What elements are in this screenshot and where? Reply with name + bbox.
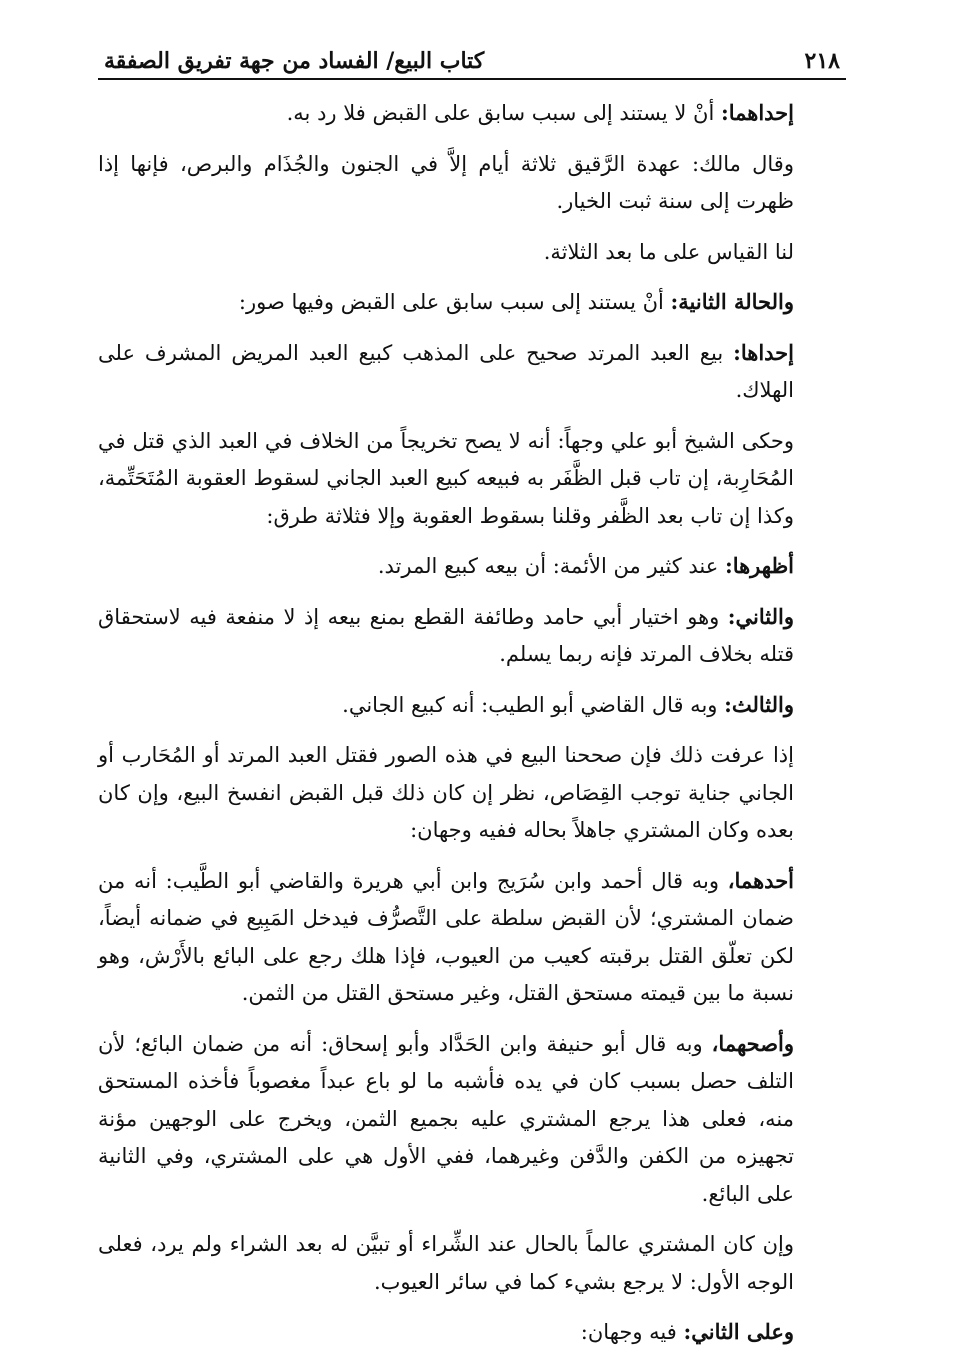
paragraph-text: بيع العبد المرتد صحيح على المذهب كبيع العبد المريض المشرف على الهلاك. (98, 340, 794, 402)
paragraph-text: وهو اختيار أبي حامد وطائفة القطع بمنع بيعه إذ لا منفعة فيه لاستحقاق قتله بخلاف المرتد فإنه ربما يسلم. (98, 604, 794, 666)
paragraph (98, 598, 846, 674)
paragraph (98, 547, 846, 586)
paragraph-text: أنْ يستند إلى سبب سابق على القبض وفيها صور: (238, 290, 671, 314)
paragraph-lead: أظهرها: (724, 553, 794, 578)
paragraph-text: وبه قال أحمد وابن سُرَيج وابن أبي هريرة والقاضي أبو الطَّيب: أنه من ضمان المشتري؛ لأن القبض سلطة على التَّصرُّف فيدخل المَبِيع في ضمانه أيضاً، لكن تعلّق القتل برقبته كعيب من العيوب، فإذا هلك رجع على البائع بالأَرْش، وهو نسبة ما بين قيمته مستحق القتل، وغير مستحق القتل من الثمن. (98, 868, 794, 1005)
paragraph-text: وقال مالك: عهدة الرَّقيق ثلاثة أيام إلاَّ في الجنون والجُذَام والبرص، فإنها إذا ظهرت إلى سنة ثبت الخيار. (98, 151, 794, 213)
header-rule (98, 78, 846, 80)
page-number: ٢١٨ (804, 48, 840, 74)
page-header (98, 38, 846, 74)
paragraph-text: وبه قال أبو حنيفة وابن الحَدَّاد وأبو إسحاق: أنه من ضمان البائع؛ لأن التلف حصل بسبب كان في يده فأشبه ما لو باع عبداً مغصوباً فأخذه المستحق منه، فعلى هذا يرجع المشتري عليه بجميع الثمن، ويخرج على الوجهين مؤنة تجهيزه من الكفن والدَّفن وغيرهما، ففي الأول هي على المشتري، وفي الثانية على البائع. (98, 1031, 794, 1206)
paragraph (98, 1313, 846, 1352)
paragraph-lead: إحداها: (733, 339, 794, 365)
paragraph (98, 145, 846, 221)
paragraph-text: وإن كان المشتري عالماً بالحال عند الشِّراء أو تبيَّن له بعد الشراء ولم يرد، فعلى الوجه الأول: لا يرجع بشيء كما في سائر العيوب. (98, 1232, 794, 1294)
paragraph (98, 736, 846, 850)
paragraph-text: وبه قال القاضي أبو الطيب: أنه كبيع الجاني. (342, 692, 725, 717)
paragraph (98, 1025, 846, 1214)
paragraph-lead: والحالة الثانية: (670, 289, 794, 314)
paragraph-lead: وعلى الثاني: (683, 1319, 794, 1344)
paragraph-text: وحكى الشيخ أبو علي وجهاً: أنه لا يصح تخريجاً من الخلاف في العبد الذي قتل في المُحَارِبة، إن تاب قبل الظَّفَر به فبيعه كبيع العبد الجاني لسقوط العقوبة المُتَحَتِّمة، وكذا إن تاب بعد الظَّفر وقلنا بسقوط العقوبة وإلا فثلاثة طرق: (98, 428, 794, 528)
paragraph (98, 862, 846, 1013)
paragraph-text: لنا القياس على ما بعد الثلاثة. (543, 239, 794, 264)
paragraph-text: إذا عرفت ذلك فإن صححنا البيع في هذه الصور فقتل العبد المرتد أو المُحَارب أو الجاني جناية توجب القِصَاص، نظر إن كان ذلك قبل القبض انفسخ البيع، وإن كان بعده وكان المشتري جاهلاً بحاله ففيه وجهان: (98, 743, 794, 842)
running-title: كتاب البيع/ الفساد من جهة تفريق الصفقة (104, 48, 485, 74)
paragraph (98, 283, 846, 322)
paragraph-lead: أحدهما، (727, 867, 795, 893)
paragraph (98, 94, 846, 133)
paragraph (98, 1225, 846, 1301)
paragraph (98, 422, 846, 536)
paragraph-lead: والثالث: (724, 691, 794, 717)
paragraph (98, 233, 846, 272)
paragraph-text: أنْ لا يستند إلى سبب سابق على القبض فلا رد به. (286, 101, 721, 125)
paragraph-lead: إحداهما: (720, 100, 794, 125)
paragraph-text: عند كثير من الأئمة: أن بيعه كبيع المرتد. (377, 554, 725, 578)
paragraph-lead: وأصحهما، (711, 1030, 794, 1056)
document-page (98, 38, 846, 1364)
paragraph (98, 686, 846, 725)
body-text (98, 94, 846, 1352)
paragraph-lead: والثاني: (727, 603, 794, 629)
paragraph (98, 334, 846, 410)
paragraph-text: فيه وجهان: (580, 1320, 684, 1344)
